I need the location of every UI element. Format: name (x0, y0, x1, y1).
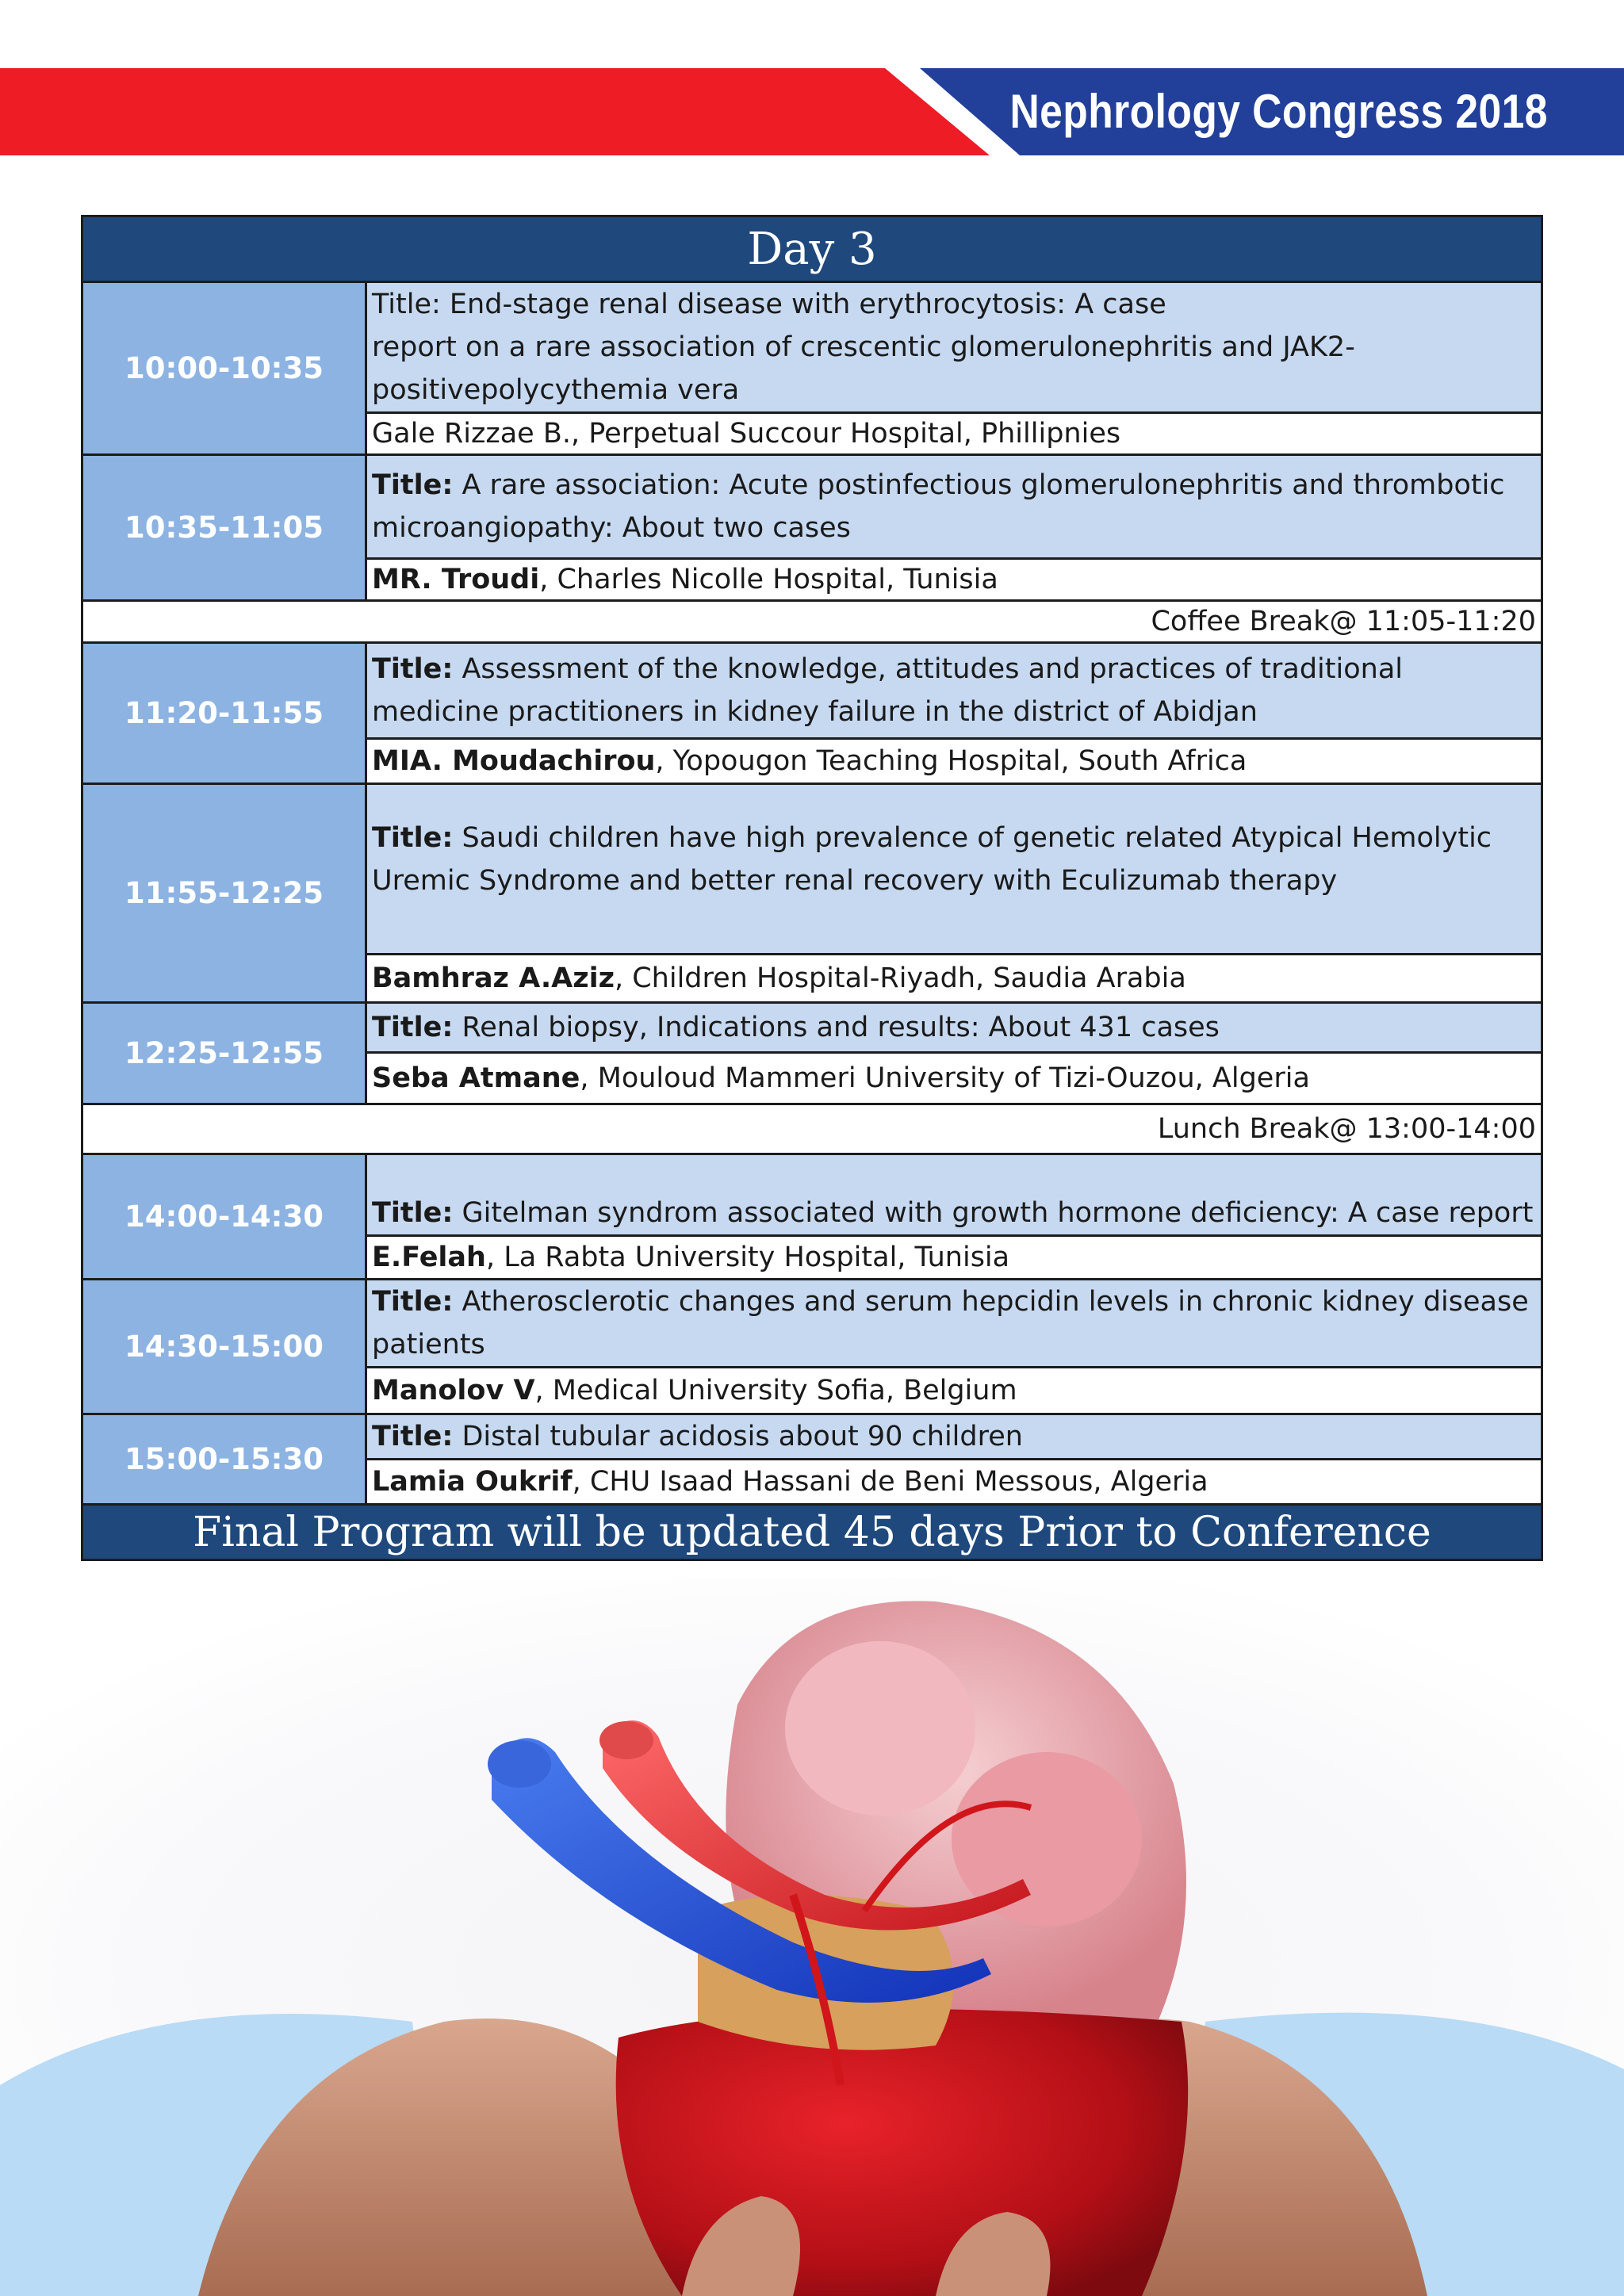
title-label: Title: (372, 469, 454, 501)
title-text: Gitelman syndrom associated with growth hormone deficiency: A case report (453, 1197, 1534, 1229)
session-title (366, 1414, 1542, 1460)
session-row (82, 1003, 1542, 1053)
program-table (81, 215, 1543, 1561)
author-affiliation: Gale Rizzae B., Perpetual Succour Hospital, Phillipnies (372, 418, 1121, 450)
session-author (366, 1460, 1542, 1505)
author-name: Manolov V (372, 1375, 535, 1406)
title-line: report on a rare association of crescentic glomerulonephritis and JAK2- (372, 331, 1355, 363)
session-time: 12:25-12:55 (82, 1003, 366, 1104)
author-name: Bamhraz A.Aziz (372, 962, 615, 994)
author-affiliation: , La Rabta University Hospital, Tunisia (485, 1242, 1010, 1273)
session-author (366, 1236, 1542, 1280)
session-title (366, 643, 1542, 739)
author-affiliation: , CHU Isaad Hassani de Beni Messous, Algeria (572, 1466, 1208, 1498)
break-row (82, 1104, 1542, 1154)
session-row (82, 1414, 1542, 1460)
session-time: 10:35-11:05 (82, 455, 366, 601)
author-name: Lamia Oukrif (372, 1466, 573, 1498)
title-line: positivepolycythemia vera (372, 374, 740, 406)
title-label: Title: (372, 653, 454, 685)
author-name: Seba Atmane (372, 1062, 580, 1094)
footer-note: Final Program will be updated 45 days Prior to Conference (82, 1505, 1542, 1560)
session-author (366, 955, 1542, 1003)
kidney-in-hands-illustration (0, 1578, 1624, 2296)
author-name: MIA. Moudachirou (372, 745, 656, 777)
session-title (366, 1154, 1542, 1236)
title-text: A rare association: Acute postinfectious glomerulonephritis and thrombotic microangiopathy: About two cases (372, 469, 1505, 544)
session-time: 14:30-15:00 (82, 1280, 366, 1414)
session-title (366, 784, 1542, 955)
day-title: Day 3 (82, 216, 1542, 282)
author-name: E.Felah (372, 1242, 486, 1273)
session-author (366, 413, 1542, 455)
title-text: Atherosclerotic changes and serum hepcidin levels in chronic kidney disease patients (372, 1286, 1529, 1360)
author-name: MR. Troudi (372, 564, 540, 595)
coffee-break: Coffee Break@ 11:05-11:20 (82, 601, 1542, 643)
artery-opening (599, 1721, 653, 1759)
session-title (366, 1003, 1542, 1053)
session-title (366, 1280, 1542, 1368)
session-time: 11:20-11:55 (82, 643, 366, 784)
title-text: Renal biopsy, Indications and results: About 431 cases (453, 1012, 1220, 1043)
session-row (82, 455, 1542, 559)
title-label: Title: (372, 1421, 454, 1452)
session-title (366, 282, 1542, 413)
session-author (366, 559, 1542, 601)
title-text: Assessment of the knowledge, attitudes and practices of traditional medicine practitioners in kidney failure in the district of Abidjan (372, 653, 1403, 728)
author-affiliation: , Charles Nicolle Hospital, Tunisia (539, 564, 998, 595)
header-banner (0, 68, 1624, 155)
title-text: Saudi children have high prevalence of genetic related Atypical Hemolytic Uremic Syndrome and better renal recovery with Eculizumab therapy (372, 822, 1492, 897)
break-row (82, 601, 1542, 643)
session-row (82, 282, 1542, 413)
footer-row (82, 1505, 1542, 1560)
session-row (82, 784, 1542, 955)
session-author (366, 1053, 1542, 1104)
session-time: 15:00-15:30 (82, 1414, 366, 1505)
kidney-pyramid (785, 1641, 975, 1816)
title-label: Title: (372, 1286, 454, 1318)
author-affiliation: , Children Hospital-Riyadh, Saudia Arabia (614, 962, 1186, 994)
session-author (366, 739, 1542, 784)
author-affiliation: , Yopougon Teaching Hospital, South Africa (655, 745, 1247, 777)
title-text: Distal tubular acidosis about 90 children (453, 1421, 1023, 1452)
vein-opening (488, 1740, 551, 1788)
lunch-break: Lunch Break@ 13:00-14:00 (82, 1104, 1542, 1154)
day-header-row (82, 216, 1542, 282)
session-author (366, 1368, 1542, 1414)
author-affiliation: , Mouloud Mammeri University of Tizi-Ouzou, Algeria (580, 1062, 1310, 1094)
session-row (82, 1154, 1542, 1236)
author-affiliation: , Medical University Sofia, Belgium (534, 1375, 1017, 1406)
session-time: 11:55-12:25 (82, 784, 366, 1003)
session-title (366, 455, 1542, 559)
title-label: Title: (372, 1012, 454, 1043)
session-row (82, 1280, 1542, 1368)
title-line: Title: End-stage renal disease with erythrocytosis: A case (372, 289, 1166, 320)
session-row (82, 643, 1542, 739)
title-label: Title: (372, 1197, 454, 1229)
session-time: 14:00-14:30 (82, 1154, 366, 1280)
session-time: 10:00-10:35 (82, 282, 366, 455)
title-label: Title: (372, 822, 454, 854)
congress-title: Nephrology Congress 2018 (1009, 85, 1548, 138)
